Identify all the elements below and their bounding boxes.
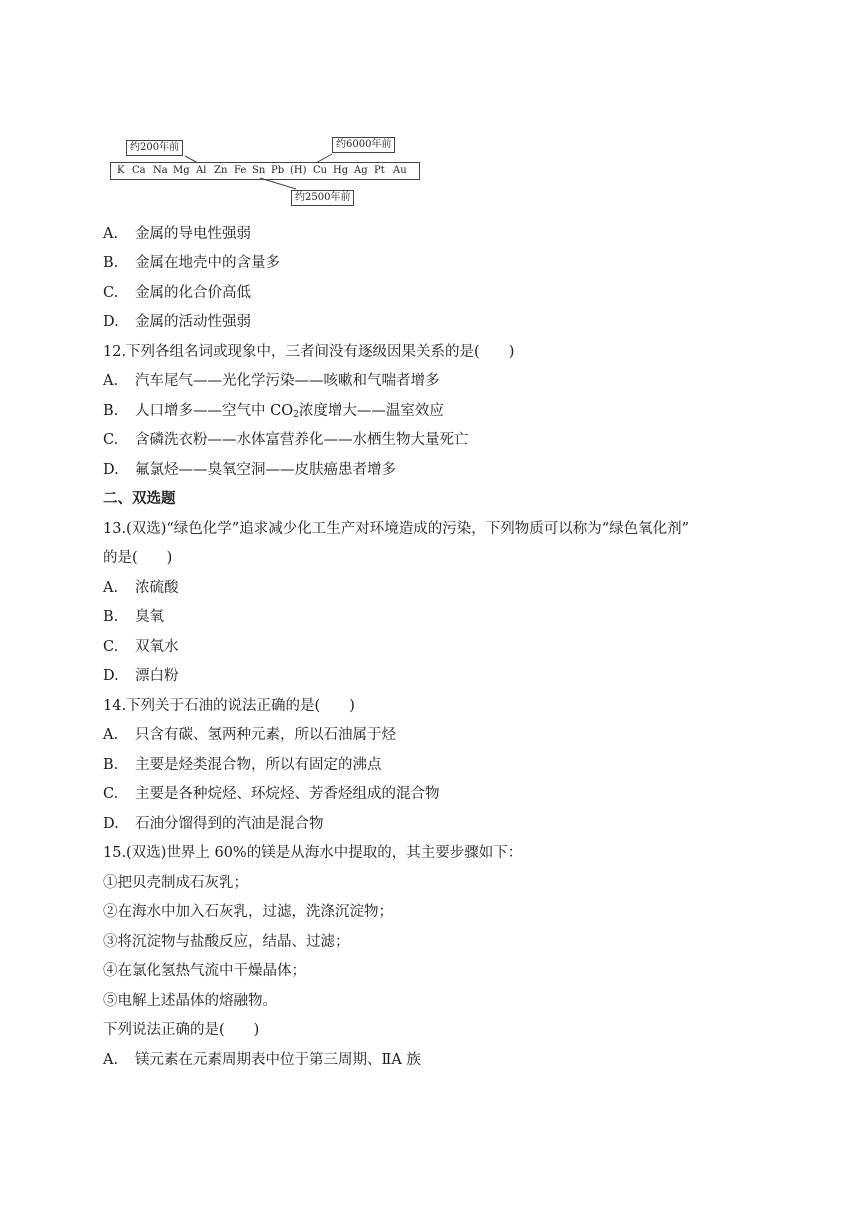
q12-option-c (103, 430, 469, 450)
option-label: C. (103, 432, 119, 448)
option-text: 氟氯烃——臭氧空洞——皮肤癌患者增多 (135, 462, 396, 478)
option-label: A. (103, 580, 119, 596)
option-text: 汽车尾气——光化学污染——咳嗽和气喘者增多 (135, 373, 440, 389)
option-label: B. (103, 255, 119, 271)
option-text: 主要是烃类混合物，所以有固定的沸点 (135, 757, 382, 773)
option-label: B. (103, 403, 119, 419)
section-title: 二、双选题 (103, 490, 176, 507)
q15-step: ⑤电解上述晶体的熔融物。 (103, 993, 277, 1009)
q14-option-a (103, 725, 396, 745)
q14-option-d (103, 814, 324, 834)
label-6000-years-ago: 约6000年前 (332, 137, 395, 153)
metal-symbol: Al (196, 165, 207, 176)
option-text: 只含有碳、氢两种元素，所以石油属于烃 (135, 727, 396, 743)
q13-option-b (103, 607, 164, 627)
option-text: 浓硫酸 (135, 580, 179, 596)
co2-subscript: 2 (293, 410, 299, 420)
option-text: 金属的活动性强弱 (135, 314, 251, 330)
option-label: B. (103, 609, 119, 625)
q11-option-c (103, 283, 251, 303)
q13-option-c (103, 637, 179, 657)
option-text: 镁元素在元素周期表中位于第三周期、ⅡA 族 (135, 1052, 421, 1068)
option-text: 石油分馏得到的汽油是混合物 (135, 816, 324, 832)
q13-stem-line2: 的是( ) (103, 550, 173, 566)
q14-option-c (103, 784, 440, 804)
option-text: 含磷洗衣粉——水体富营养化——水栖生物大量死亡 (135, 432, 469, 448)
q11-option-a (103, 224, 251, 244)
q14-option-b (103, 755, 382, 775)
q13-option-d (103, 666, 179, 686)
option-label: A. (103, 727, 119, 743)
metal-symbol: K (117, 165, 125, 176)
option-label: C. (103, 285, 119, 301)
metal-symbol: Fe (234, 165, 247, 176)
q12-option-b (103, 401, 444, 421)
option-label: C. (103, 639, 119, 655)
q15-prompt: 下列说法正确的是( ) (103, 1022, 260, 1038)
q12-option-a (103, 371, 440, 391)
metal-symbol: Ag (354, 165, 368, 176)
metal-series-box (110, 162, 420, 180)
q13-option-a (103, 578, 179, 598)
label-200-years-ago: 约200年前 (126, 140, 183, 156)
label-2500-years-ago: 约2500年前 (291, 190, 354, 206)
option-label: C. (103, 786, 119, 802)
option-label: D. (103, 314, 119, 330)
option-text: 主要是各种烷烃、环烷烃、芳香烃组成的混合物 (135, 786, 440, 802)
metal-symbol: Sn (252, 165, 266, 176)
q15-step: ①把贝壳制成石灰乳； (103, 875, 248, 891)
q12-option-d (103, 460, 396, 480)
option-label: D. (103, 668, 119, 684)
q13-stem-line1: 13.(双选)“绿色化学”追求减少化工生产对环境造成的污染，下列物质可以称为“绿色氧化剂” (103, 521, 690, 537)
metal-symbol: Au (393, 165, 407, 176)
q11-option-d (103, 312, 251, 332)
q15-step: ④在氯化氢热气流中干燥晶体； (103, 963, 306, 979)
option-label: A. (103, 1052, 119, 1068)
option-label: A. (103, 373, 119, 389)
option-text: 漂白粉 (135, 668, 179, 684)
metal-symbol: Na (153, 165, 168, 176)
option-text-pre: 人口增多——空气中 CO (135, 403, 294, 419)
metal-symbol: Hg (333, 165, 349, 176)
option-label: D. (103, 816, 119, 832)
q15-step: ②在海水中加入石灰乳，过滤，洗涤沉淀物； (103, 904, 393, 920)
q15-step: ③将沉淀物与盐酸反应，结晶、过滤； (103, 934, 350, 950)
metal-symbol: Mg (173, 165, 190, 176)
q11-option-b (103, 253, 280, 273)
option-label: B. (103, 757, 119, 773)
metal-activity-figure (110, 134, 422, 208)
q15-stem: 15.(双选)世界上 60%的镁是从海水中提取的，其主要步骤如下： (103, 845, 523, 861)
option-text: 臭氧 (135, 609, 164, 625)
metal-symbol: Pt (374, 165, 385, 176)
metal-symbol: Cu (313, 165, 328, 176)
option-text: 金属在地壳中的含量多 (135, 255, 280, 271)
option-label: D. (103, 462, 119, 478)
option-text: 金属的导电性强弱 (135, 226, 251, 242)
option-text: 双氧水 (135, 639, 179, 655)
metal-symbol: Zn (214, 165, 228, 176)
option-text: 金属的化合价高低 (135, 285, 251, 301)
q12-stem: 12.下列各组名词或现象中，三者间没有逐级因果关系的是( ) (103, 344, 515, 360)
q14-stem: 14.下列关于石油的说法正确的是( ) (103, 698, 355, 714)
metal-symbol: (H) (290, 165, 307, 176)
option-text-post: 浓度增大——温室效应 (298, 403, 444, 419)
option-label: A. (103, 226, 119, 242)
metal-symbol: Ca (132, 165, 146, 176)
metal-symbol: Pb (271, 165, 285, 176)
q15-option-a (103, 1050, 421, 1070)
